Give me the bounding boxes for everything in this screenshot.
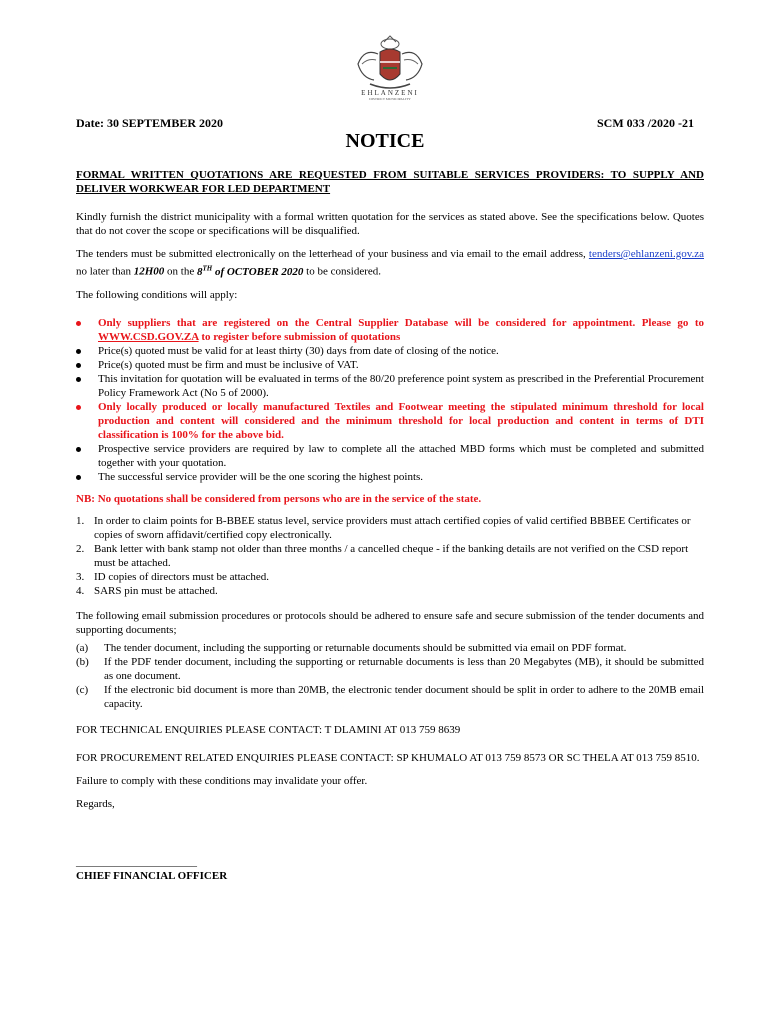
regards: Regards, [76,797,115,810]
email-procedure-list [76,641,704,711]
technical-enquiries: FOR TECHNICAL ENQUIRIES PLEASE CONTACT: T DLAMINI AT 013 759 8639 [76,723,461,736]
failure-notice: Failure to comply with these conditions may invalidate your offer. [76,774,368,787]
nb-statement: NB: No quotations shall be considered from persons who are in the service of the state. [76,492,482,505]
condition-validity: Price(s) quoted must be valid for at least thirty (30) days from date of closing of the notice. [76,344,704,358]
submission-text: on the [164,265,197,278]
deadline-time: 12H00 [133,265,165,278]
condition-scoring: The successful service provider will be the one scoring the highest points. [76,470,704,484]
submission-paragraph [76,247,704,279]
submission-text: no later than [76,265,134,278]
notice-title: NOTICE [345,130,425,152]
condition-local-production: Only locally produced or locally manufactured Textiles and Footwear meeting the stipulated minimum threshold for local production and content will considered and the minimum threshold for local production and content in terms of DTI classification is 100% for the above bid. [76,400,704,442]
logo-wordmark: EHLANZENI [361,89,419,97]
tenders-email-link[interactable]: tenders@ehlanzeni.gov.za [588,248,704,260]
requirements-list [76,514,704,598]
request-heading: FORMAL WRITTEN QUOTATIONS ARE REQUESTED FROM SUITABLE SERVICES PROVIDERS: TO SUPPLY AND DELIVER WORKWEAR FOR LED DEPARTMENT [76,169,704,195]
submission-text: to be considered. [303,265,381,278]
email-procedure-paragraph: The following email submission procedures or protocols should be adhered to ensure safe and secure submission of the tender documents and supporting documents; [76,609,704,636]
requirement-item: 1. In order to claim points for B-BBEE status level, service providers must attach certified copies of valid certified BBBEE Certificates or copies of sworn affidavit/certified copy electronically. [76,514,691,541]
bullet-icon [76,405,81,410]
document-body [76,168,704,883]
requirement-item: 3. ID copies of directors must be attached. [76,570,270,583]
date-line: Date: 30 SEPTEMBER 2020 [76,116,223,130]
procurement-enquiries: FOR PROCUREMENT RELATED ENQUIRIES PLEASE CONTACT: SP KHUMALO AT 013 759 8573 OR SC THELA AT 013 759 8510. [76,751,700,764]
bullet-icon [76,321,81,326]
procedure-item: (a) The tender document, including the supporting or returnable documents should be submitted via email on PDF format. [76,641,627,654]
condition-vat: Price(s) quoted must be firm and must be inclusive of VAT. [76,358,704,372]
bullet-icon [76,349,81,354]
condition-mbd-forms: Prospective service providers are required by law to complete all the attached MBD forms which must be completed and submitted together with your quotation. [76,442,704,470]
deadline-day: 8TH of OCTOBER 2020 [197,264,304,278]
signatory-title: CHIEF FINANCIAL OFFICER [76,869,228,882]
bullet-icon [76,447,81,452]
bullet-icon [76,363,81,368]
logo-subtitle: DISTRICT MUNICIPALITY [369,97,411,101]
reference-number: SCM 033 /2020 -21 [597,116,694,130]
submission-text: The tenders must be submitted electronically on the letterhead of your business and via email to the email address, [76,248,586,260]
condition-csd: Only suppliers that are registered on the Central Supplier Database will be considered for appointment. Please go to WWW.CSD.GOV.ZA to register before submission of quotations [76,316,704,344]
bullet-icon [76,475,81,480]
csd-link[interactable]: WWW.CSD.GOV.ZA [98,330,199,343]
intro-paragraph: Kindly furnish the district municipality with a formal written quotation for the services as stated above. See the specifications below. Quotes that do not cover the scope or specifications will be disqualified. [76,211,704,237]
condition-evaluation: This invitation for quotation will be evaluated in terms of the 80/20 preference point system as prescribed in the Preferential Procurement Policy Framework Act (No 5 of 2000). [76,372,704,400]
procedure-item: (c) If the electronic bid document is more than 20MB, the electronic tender document should be split in order to adhere to the 20MB email capacity. [76,683,704,710]
signature-line: ______________________ [76,855,197,868]
requirement-item: 4. SARS pin must be attached. [76,584,218,597]
requirement-item: 2. Bank letter with bank stamp not older than three months / a cancelled cheque - if the banking details are not verified on the CSD report must be attached. [76,542,689,569]
bullet-icon [76,377,81,382]
procedure-item: (b) If the PDF tender document, including the supporting or returnable documents is less than 20 Megabytes (MB), it should be submitted as one document. [76,655,704,682]
conditions-intro: The following conditions will apply: [76,288,238,301]
conditions-list [76,316,704,484]
